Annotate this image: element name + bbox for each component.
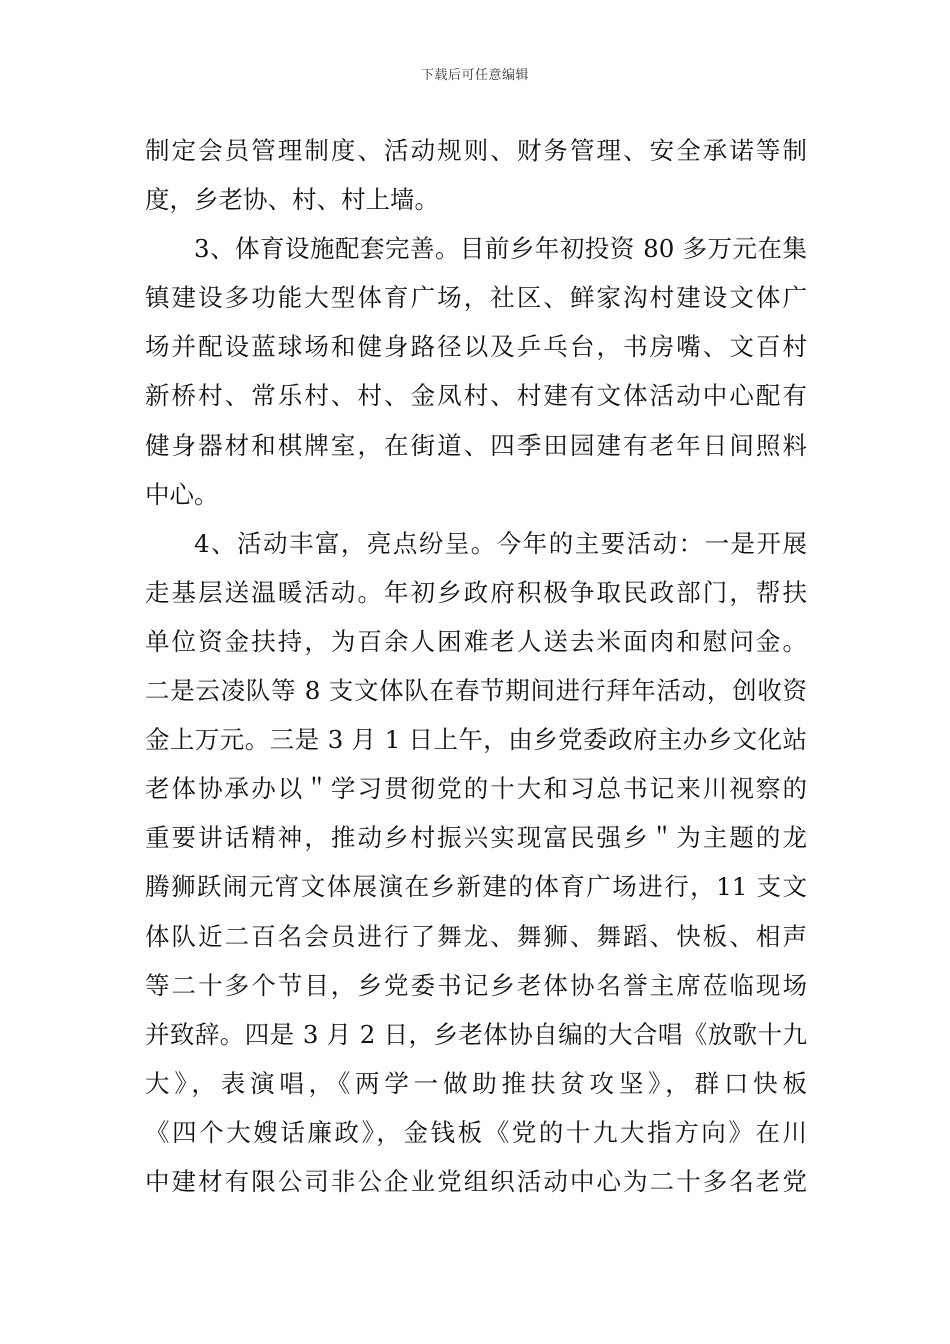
text-line: 健身器材和棋牌室，在街道、四季田园建有老年日间照料 xyxy=(145,430,807,460)
text-line: 新桥村、常乐村、村、金凤村、村建有文体活动中心配有 xyxy=(145,381,807,411)
text-line: 等二十多个节目，乡党委书记乡老体协名誉主席莅临现场 xyxy=(145,970,807,1000)
text-line: 并致辞。四是 3 月 2 日，乡老体协自编的大合唱《放歌十九 xyxy=(145,1019,807,1049)
text-line: 大》，表演唱，《两学一做助推扶贫攻坚》，群口快板 xyxy=(145,1068,807,1098)
text-line: 二是云凌队等 8 支文体队在春节期间进行拜年活动，创收资 xyxy=(145,676,807,706)
text-line: 制定会员管理制度、活动规则、财务管理、安全承诺等制 xyxy=(145,136,807,165)
text-line: 走基层送温暖活动。年初乡政府积极争取民政部门，帮扶 xyxy=(145,577,807,607)
page-header: 下载后可任意编辑 xyxy=(420,68,529,83)
text-line: 《四个大嫂话廉政》，金钱板《党的十九大指方向》在川 xyxy=(145,1117,807,1147)
document-body xyxy=(145,126,807,1206)
text-line: 3、体育设施配套完善。目前乡年初投资 80 多万元在集 xyxy=(194,234,807,264)
text-line: 场并配设蓝球场和健身路径以及乒乓台，书房嘴、文百村 xyxy=(145,332,807,362)
text-line: 度，乡老协、村、村上墙。 xyxy=(145,185,439,215)
text-line: 老体协承办以＂学习贯彻党的十大和习总书记来川视察的 xyxy=(145,774,807,804)
text-line: 腾狮跃闹元宵文体展演在乡新建的体育广场进行，11 支文 xyxy=(145,872,807,902)
text-line: 重要讲话精神，推动乡村振兴实现富民强乡＂为主题的龙 xyxy=(145,823,807,853)
text-line: 中建材有限公司非公企业党组织活动中心为二十多名老党 xyxy=(145,1166,807,1196)
text-line: 金上万元。三是 3 月 1 日上午，由乡党委政府主办乡文化站 xyxy=(145,725,807,755)
text-line: 单位资金扶持，为百余人困难老人送去米面肉和慰问金。 xyxy=(145,626,807,656)
text-line: 体队近二百名会员进行了舞龙、舞狮、舞蹈、快板、相声 xyxy=(145,921,807,951)
text-line: 镇建设多功能大型体育广场，社区、鲜家沟村建设文体广 xyxy=(145,283,807,313)
text-line: 4、活动丰富，亮点纷呈。今年的主要活动：一是开展 xyxy=(194,528,807,558)
text-line: 中心。 xyxy=(145,479,219,509)
